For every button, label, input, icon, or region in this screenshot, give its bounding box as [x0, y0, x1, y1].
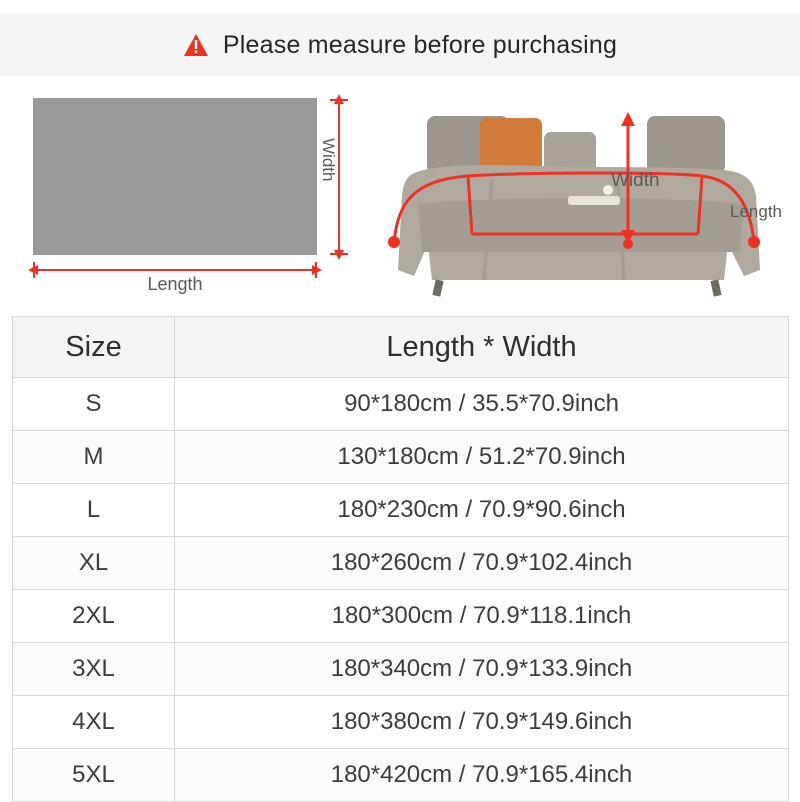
- size-table: [12, 316, 789, 802]
- sofa-width-label: Width: [611, 170, 660, 191]
- table-header-row: [13, 317, 789, 378]
- cell-size: 3XL: [13, 643, 175, 696]
- cell-size: 5XL: [13, 749, 175, 802]
- cell-size: M: [13, 431, 175, 484]
- cell-dimensions: 180*380cm / 70.9*149.6inch: [175, 696, 789, 749]
- table-row: [13, 431, 789, 484]
- rect-length-label: Length: [147, 274, 203, 294]
- banner-text: Please measure before purchasing: [222, 30, 618, 59]
- header-size: Size: [13, 317, 175, 378]
- measurement-diagram: [0, 76, 800, 308]
- blanket-rectangle: [33, 98, 317, 255]
- rect-width-label: Width: [319, 138, 338, 182]
- cell-size: S: [13, 378, 175, 431]
- cell-dimensions: 130*180cm / 51.2*70.9inch: [175, 431, 789, 484]
- sofa-length-label: Length: [730, 202, 782, 221]
- cell-dimensions: 90*180cm / 35.5*70.9inch: [175, 378, 789, 431]
- measure-warning-banner: [0, 14, 800, 76]
- table-row: [13, 590, 789, 643]
- cell-dimensions: 180*230cm / 70.9*90.6inch: [175, 484, 789, 537]
- cell-dimensions: 180*260cm / 70.9*102.4inch: [175, 537, 789, 590]
- cell-dimensions: 180*300cm / 70.9*118.1inch: [175, 590, 789, 643]
- table-row: [13, 749, 789, 802]
- table-row: [13, 378, 789, 431]
- table-row: [13, 696, 789, 749]
- cell-dimensions: 180*340cm / 70.9*133.9inch: [175, 643, 789, 696]
- cell-size: L: [13, 484, 175, 537]
- cell-size: 4XL: [13, 696, 175, 749]
- cell-size: 2XL: [13, 590, 175, 643]
- header-dimensions: Length * Width: [175, 317, 789, 378]
- table-row: [13, 484, 789, 537]
- table-row: [13, 537, 789, 590]
- table-row: [13, 643, 789, 696]
- cell-size: XL: [13, 537, 175, 590]
- cell-dimensions: 180*420cm / 70.9*165.4inch: [175, 749, 789, 802]
- warning-triangle-icon: [183, 33, 209, 57]
- sofa-illustration: [372, 84, 792, 306]
